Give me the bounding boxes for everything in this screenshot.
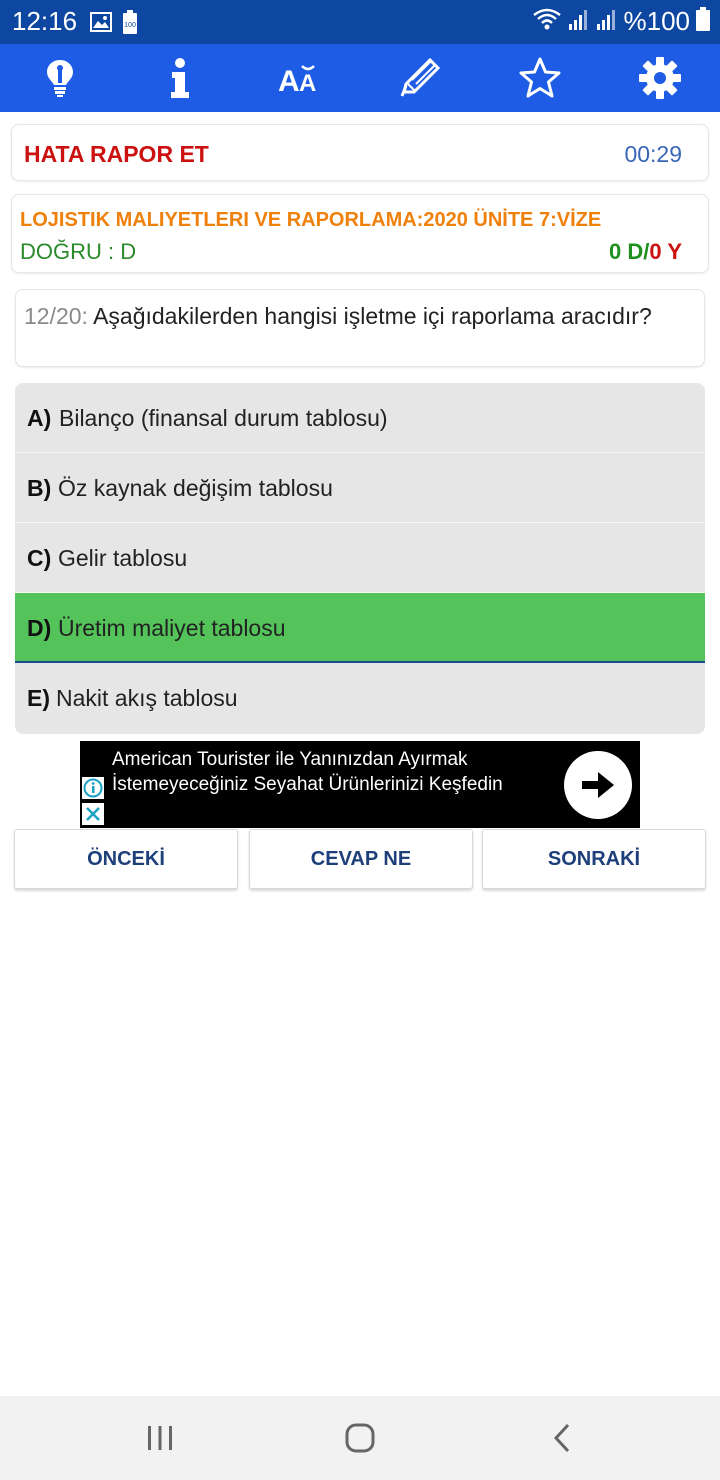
font-size-icon[interactable] <box>278 56 322 100</box>
show-answer-button[interactable]: CEVAP NE <box>249 829 473 889</box>
battery-icon <box>696 7 710 36</box>
recent-apps-icon[interactable] <box>138 1416 182 1460</box>
ad-text: American Tourister ile Yanınızdan Ayırmak İstemeyeceğiniz Seyahat Ürünlerinizi Keşfedin <box>112 749 503 795</box>
info-icon[interactable] <box>158 56 202 100</box>
report-card <box>11 124 709 181</box>
image-icon <box>90 12 112 37</box>
signal-icon <box>596 8 618 35</box>
signal-icon <box>568 8 590 35</box>
system-navigation-bar <box>0 1396 720 1480</box>
previous-button[interactable]: ÖNCEKİ <box>14 829 238 889</box>
correct-answer: DOĞRU : D <box>20 239 137 264</box>
svg-text:A: A <box>278 65 300 94</box>
star-icon[interactable] <box>518 56 562 100</box>
score-correct: 0 D <box>609 239 644 264</box>
exam-info-card <box>11 194 709 273</box>
option-letter: D) <box>27 615 52 641</box>
option-letter: C) <box>27 545 52 571</box>
toolbar <box>0 44 720 112</box>
timer: 00:29 <box>624 141 682 167</box>
ad-close-icon[interactable] <box>82 803 104 825</box>
question-card <box>15 289 705 367</box>
settings-icon[interactable] <box>638 56 682 100</box>
wifi-icon <box>532 7 562 36</box>
exam-title: LOJISTIK MALIYETLERI VE RAPORLAMA:2020 ÜNİTE 7:VİZE <box>20 209 602 231</box>
status-time: 12:16 <box>12 6 78 36</box>
next-button[interactable]: SONRAKİ <box>482 829 706 889</box>
option-b[interactable] <box>15 453 705 523</box>
option-text: Nakit akış tablosu <box>56 685 238 711</box>
option-letter: B) <box>27 475 52 501</box>
svg-text:A: A <box>299 70 317 94</box>
question-text <box>24 302 694 331</box>
pencil-icon[interactable] <box>398 56 442 100</box>
back-icon[interactable] <box>540 1416 584 1460</box>
options-list <box>15 383 705 734</box>
ad-banner[interactable] <box>80 741 640 828</box>
ad-info-icon[interactable] <box>82 777 104 799</box>
option-c[interactable] <box>15 523 705 593</box>
option-text: Üretim maliyet tablosu <box>58 615 286 641</box>
status-bar <box>0 0 720 44</box>
battery-percent: %100 <box>623 6 690 36</box>
svg-text:100: 100 <box>124 22 136 29</box>
battery-saver-icon <box>122 10 138 39</box>
report-error-link[interactable]: HATA RAPOR ET <box>24 141 209 167</box>
home-icon[interactable] <box>338 1416 382 1460</box>
score-separator: / <box>643 239 650 264</box>
option-letter: E) <box>27 685 50 711</box>
option-letter: A) <box>27 405 52 431</box>
question-number: 12/20: <box>24 303 88 329</box>
arrow-right-icon[interactable] <box>564 751 632 819</box>
score-wrong: 0 Y <box>649 239 682 264</box>
option-text: Öz kaynak değişim tablosu <box>58 475 333 501</box>
score <box>609 239 682 265</box>
option-text: Bilanço (finansal durum tablosu) <box>59 405 388 431</box>
lightbulb-icon[interactable] <box>38 56 82 100</box>
option-e[interactable] <box>15 663 705 733</box>
option-a[interactable] <box>15 383 705 453</box>
option-d[interactable] <box>15 593 705 663</box>
option-text: Gelir tablosu <box>58 545 188 571</box>
question-body: Aşağıdakilerden hangisi işletme içi raporlama aracıdır? <box>93 303 652 329</box>
